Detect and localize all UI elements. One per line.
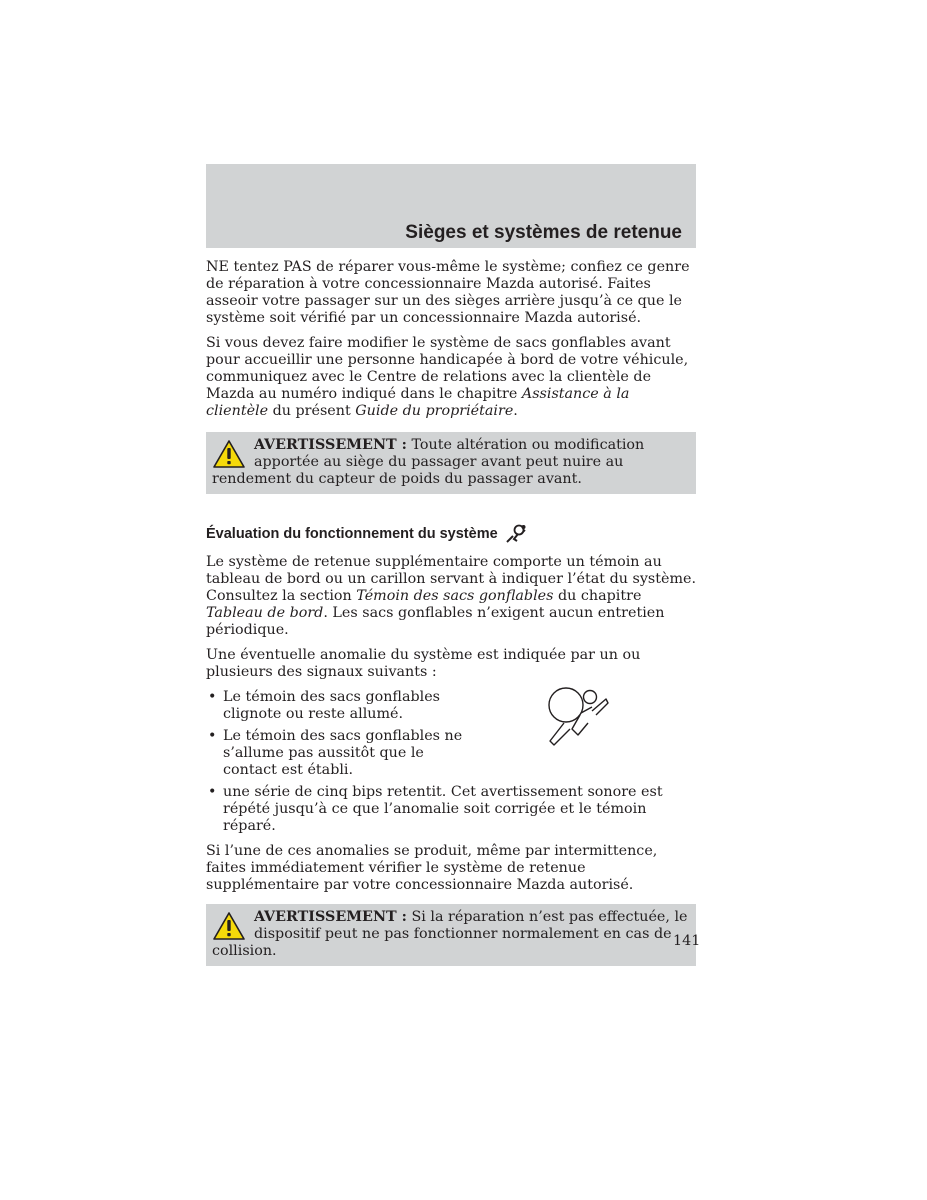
intro-p2-text-c: . <box>513 403 518 419</box>
section-p1-text-c: . Les sacs gonflables n’exigent aucun entretien périodique. <box>206 605 665 638</box>
list-item: • Le témoin des sacs gonflables ne s’allume pas aussitôt que le contact est établi. <box>206 728 468 779</box>
signal-list <box>206 689 696 835</box>
section-paragraph-1 <box>206 554 696 639</box>
airbag-warning-light-icon <box>540 685 610 747</box>
list-item: • Le témoin des sacs gonflables clignote ou reste allumé. <box>206 689 468 723</box>
warning-1-label: AVERTISSEMENT : <box>254 437 407 453</box>
section-paragraph-3: Si l’une de ces anomalies se produit, même par intermittence, faites immédiatement vérifier le système de retenue supplémentaire par votre concessionnaire Mazda autorisé. <box>206 843 658 893</box>
section-heading-text: Évaluation du fonctionnement du système <box>206 525 498 542</box>
section-p1-text-b: du chapitre <box>553 588 642 604</box>
page-title: Sièges et systèmes de retenue <box>405 222 682 243</box>
warning-triangle-icon <box>212 439 246 471</box>
intro-paragraph-1: NE tentez PAS de réparer vous-même le système; confiez ce genre de réparation à votre concessionnaire Mazda autorisé. Faites asseoir votre passager sur un des sièges arrière jusqu’à ce que le système soit vérifié par un concessionnaire Mazda autorisé. <box>206 259 690 326</box>
section-heading <box>206 524 696 544</box>
warning-1-text: Toute altération ou modification apportée au siège du passager avant peut nuire au rendement du capteur de poids du passager avant. <box>212 437 645 487</box>
section-paragraph-2: Une éventuelle anomalie du système est indiquée par un ou plusieurs des signaux suivants : <box>206 647 641 680</box>
section-ref-temoin: Témoin des sacs gonflables <box>356 588 554 604</box>
section-p1-text-a: Le système de retenue supplémentaire comporte un témoin au tableau de bord ou un carillon servant à indiquer l’état du système. Consultez la section <box>206 554 697 604</box>
chapter-ref-tableau: Tableau de bord <box>206 605 324 621</box>
intro-p2-text-b: du présent <box>268 403 356 419</box>
warning-box-2 <box>206 904 696 966</box>
warning-2-label: AVERTISSEMENT : <box>254 909 407 925</box>
list-item: • une série de cinq bips retentit. Cet avertissement sonore est répété jusqu’à ce que l’anomalie soit corrigée et le témoin réparé. <box>206 784 696 835</box>
page-content <box>206 259 696 966</box>
chapter-ref-assistance: Assistance à la clientèle <box>206 386 630 419</box>
header-band <box>206 164 696 248</box>
guide-ref: Guide du propriétaire <box>355 403 514 419</box>
intro-p2-text-a: Si vous devez faire modifier le système de sacs gonflables avant pour accueillir une personne handicapée à bord de votre véhicule, communiquez avec le Centre de relations avec la clientèle de Mazda au numéro indiqué dans le chapitre <box>206 335 689 402</box>
warning-triangle-icon <box>212 911 246 943</box>
page-number: 141 <box>673 933 701 949</box>
intro-paragraph-2 <box>206 335 696 420</box>
bullet-area <box>206 689 696 835</box>
warning-box-1 <box>206 432 696 494</box>
warning-2-text: Si la réparation n’est pas effectuée, le dispositif peut ne pas fonctionner normalement en cas de collision. <box>212 909 688 959</box>
airbag-icon <box>504 524 528 544</box>
